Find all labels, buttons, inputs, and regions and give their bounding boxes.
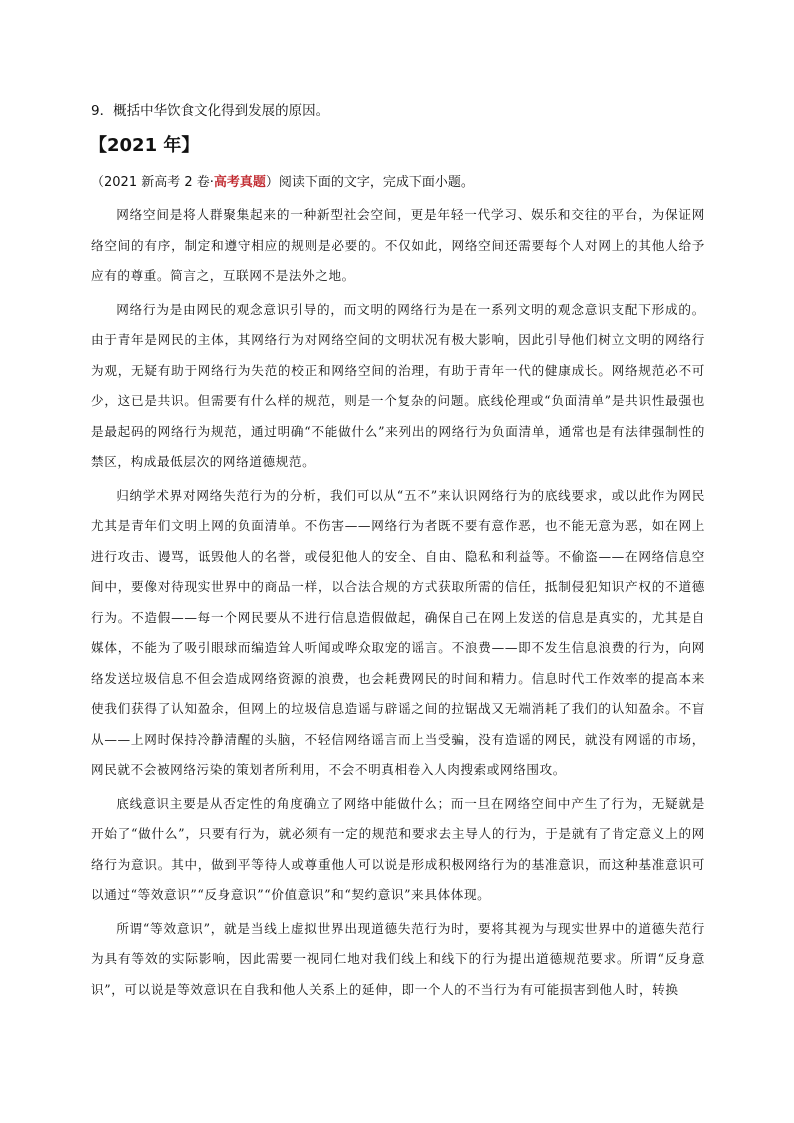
question-9: 9．概括中华饮食文化得到发展的原因。 (91, 103, 330, 119)
source-suffix: ）阅读下面的文字，完成下面小题。 (265, 175, 474, 190)
year-heading: 【2021 年】 (89, 135, 200, 156)
document-content (91, 96, 705, 1008)
passage-paragraph-2: 网络行为是由网民的观念意识引导的，而文明的网络行为是在一系列文明的观念意识支配下形成的。由于青年是网民的主体，其网络行为对网络空间的文明状况有极大影响，因此引导他们树立文明的网络行为观，无疑有助于网络行为失范的校正和网络空间的治理，有助于青年一代的健康成长。网络规范必不可少，这已是共识。但需要有什么样的规范，则是一个复杂的问题。底线伦理或“负面清单”是共识性最强也是最起码的网络行为规范，通过明确“不能做什么”来列出的网络行为负面清单，通常也是有法律强制性的禁区，构成最低层次的网络道德规范。 (91, 301, 705, 469)
source-line (91, 166, 705, 200)
passage-paragraph-3: 归纳学术界对网络失范行为的分析，我们可以从“五不”来认识网络行为的底线要求，或以此作为网民尤其是青年们文明上网的负面清单。不伤害——网络行为者既不要有意作恶，也不能无意为恶，如在网上进行攻击、谩骂，诋毁他人的名誉，或侵犯他人的安全、自由、隐私和利益等。不偷盗——在网络信息空间中，要像对待现实世界中的商品一样，以合法合规的方式获取所需的信任，抵制侵犯知识产权的不道德行为。不造假——每一个网民要从不进行信息造假做起，确保自己在网上发送的信息是真实的，尤其是自媒体，不能为了吸引眼球而编造耸人听闻或哗众取宠的谣言。不浪费——即不发生信息浪费的行为，向网络发送垃圾信息不但会造成网络资源的浪费，也会耗费网民的时间和精力。信息时代工作效率的提高本来使我们获得了认知盈余，但网上的垃圾信息造谣与辟谣之间的拉锯战又无端消耗了我们的认知盈余。不盲从——上网时保持冷静清醒的头脑，不轻信网络谣言而上当受骗，没有造谣的网民，就没有网谣的市场，网民就不会被网络污染的策划者所利用，不会不明真相卷入人肉搜索或网络围攻。 (91, 487, 705, 777)
passage-paragraph-4: 底线意识主要是从否定性的角度确立了网络中能做什么；而一旦在网络空间中产生了行为，无疑就是开始了“做什么”，只要有行为，就必须有一定的规范和要求去主导人的行为，于是就有了肯定意义上的网络行为意识。其中，做到平等待人或尊重他人可以说是形成积极网络行为的基准意识，而这种基准意识可以通过“等效意识”“反身意识”“价值意识”和“契约意识”来具体体现。 (91, 795, 705, 902)
source-emphasis: 高考真题 (213, 175, 266, 190)
passage-paragraph-1: 网络空间是将人群聚集起来的一种新型社会空间，更是年轻一代学习、娱乐和交往的平台，为保证网络空间的有序，制定和遵守相应的规则是必要的。不仅如此，网络空间还需要每个人对网上的其他人给予应有的尊重。简言之，互联网不是法外之地。 (91, 207, 705, 283)
source-prefix: （2021 新高考 2 卷· (91, 175, 214, 190)
passage-paragraph-5: 所谓“等效意识”，就是当线上虚拟世界出现道德失范行为时，要将其视为与现实世界中的道德失范行为具有等效的实际影响，因此需要一视同仁地对我们线上和线下的行为提出道德规范要求。所谓“反身意识”，可以说是等效意识在自我和他人关系上的延伸，即一个人的不当行为有可能损害到他人时，转换 (91, 920, 705, 997)
